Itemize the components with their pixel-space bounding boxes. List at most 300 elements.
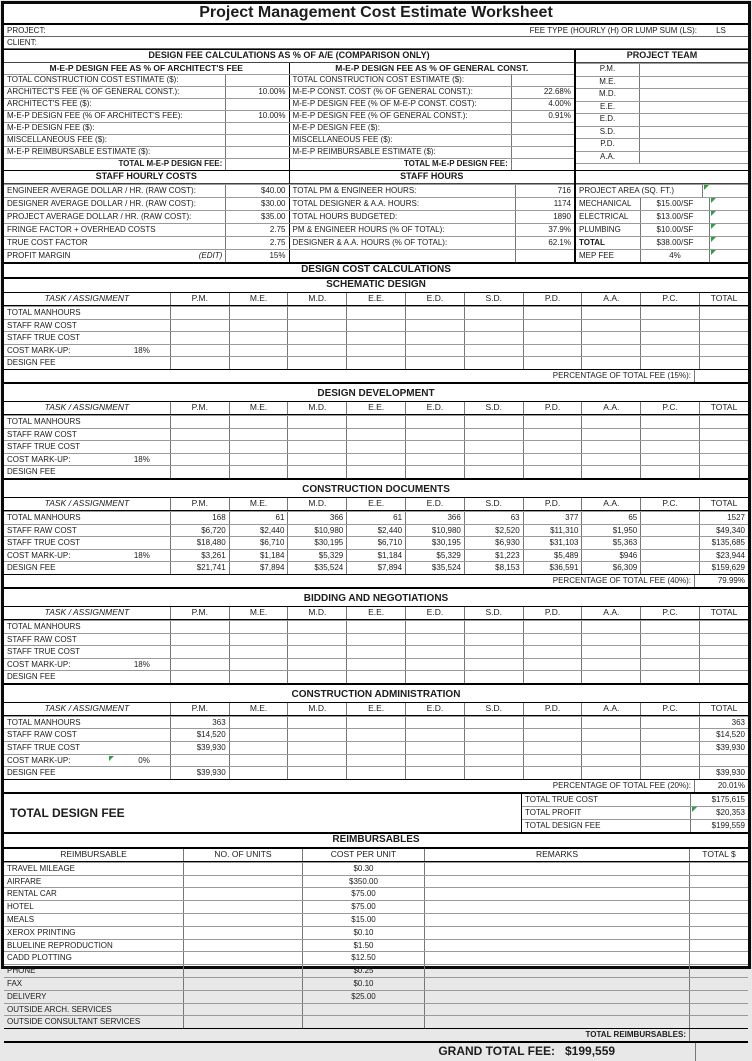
data-cell[interactable]	[170, 755, 229, 767]
data-cell[interactable]	[581, 634, 640, 646]
data-cell[interactable]	[640, 454, 699, 466]
value-cell[interactable]: 15%	[225, 250, 288, 262]
cost-per-unit-cell[interactable]: $1.50	[302, 940, 424, 952]
value-cell[interactable]	[639, 102, 748, 114]
value-cell[interactable]: $15.00/SF	[640, 198, 709, 210]
units-cell[interactable]	[183, 952, 302, 964]
footer-value[interactable]: 79.99%	[694, 575, 748, 587]
value-cell[interactable]	[709, 198, 748, 210]
data-cell[interactable]	[170, 671, 229, 683]
data-cell[interactable]	[464, 429, 523, 441]
data-cell[interactable]	[229, 332, 288, 344]
total-cell[interactable]: $23,944	[699, 550, 748, 562]
value-cell[interactable]: 1174	[515, 198, 574, 210]
data-cell[interactable]: $1,950	[581, 525, 640, 537]
total-cell[interactable]	[689, 978, 748, 990]
data-cell[interactable]: $35,524	[287, 562, 346, 574]
data-cell[interactable]	[405, 767, 464, 779]
cost-per-unit-cell[interactable]: $12.50	[302, 952, 424, 964]
data-cell[interactable]	[170, 357, 229, 369]
data-cell[interactable]	[523, 429, 582, 441]
data-cell[interactable]	[405, 429, 464, 441]
total-cell[interactable]	[699, 634, 748, 646]
remarks-cell[interactable]	[424, 888, 689, 900]
data-cell[interactable]	[405, 659, 464, 671]
markup-percent[interactable]: 18%	[133, 454, 150, 464]
data-cell[interactable]	[287, 755, 346, 767]
total-cell[interactable]	[699, 357, 748, 369]
data-cell[interactable]	[640, 429, 699, 441]
data-cell[interactable]	[229, 454, 288, 466]
units-cell[interactable]	[183, 965, 302, 977]
data-cell[interactable]	[405, 634, 464, 646]
data-cell[interactable]	[170, 441, 229, 453]
data-cell[interactable]	[346, 416, 405, 428]
remarks-cell[interactable]	[424, 952, 689, 964]
data-cell[interactable]	[346, 307, 405, 319]
value-cell[interactable]: $10.00/SF	[640, 224, 709, 236]
data-cell[interactable]: 366	[287, 512, 346, 524]
data-cell[interactable]	[640, 320, 699, 332]
units-cell[interactable]	[183, 1016, 302, 1028]
data-cell[interactable]	[640, 512, 699, 524]
data-cell[interactable]	[464, 621, 523, 633]
footer-value[interactable]: 20.01%	[694, 780, 748, 792]
data-cell[interactable]	[346, 742, 405, 754]
total-cell[interactable]	[689, 876, 748, 888]
data-cell[interactable]	[170, 621, 229, 633]
data-cell[interactable]	[170, 416, 229, 428]
data-cell[interactable]: 377	[523, 512, 582, 524]
value-cell[interactable]: 716	[515, 185, 574, 197]
data-cell[interactable]	[640, 537, 699, 549]
data-cell[interactable]	[229, 307, 288, 319]
total-cell[interactable]	[689, 965, 748, 977]
total-cell[interactable]	[699, 332, 748, 344]
data-cell[interactable]	[287, 307, 346, 319]
data-cell[interactable]	[229, 429, 288, 441]
value-cell[interactable]: 1890	[515, 211, 574, 223]
value-cell[interactable]	[639, 64, 748, 76]
data-cell[interactable]	[346, 357, 405, 369]
data-cell[interactable]	[464, 767, 523, 779]
data-cell[interactable]: $10,980	[287, 525, 346, 537]
data-cell[interactable]	[640, 755, 699, 767]
cost-per-unit-cell[interactable]	[302, 1004, 424, 1016]
data-cell[interactable]	[581, 767, 640, 779]
data-cell[interactable]: $7,894	[346, 562, 405, 574]
data-cell[interactable]: 168	[170, 512, 229, 524]
total-cell[interactable]: $39,930	[699, 742, 748, 754]
markup-percent[interactable]: 18%	[133, 345, 150, 355]
data-cell[interactable]: $1,184	[346, 550, 405, 562]
data-cell[interactable]	[464, 320, 523, 332]
units-cell[interactable]	[183, 914, 302, 926]
data-cell[interactable]	[229, 671, 288, 683]
data-cell[interactable]	[405, 332, 464, 344]
data-cell[interactable]	[170, 332, 229, 344]
data-cell[interactable]: $5,329	[405, 550, 464, 562]
data-cell[interactable]: $5,489	[523, 550, 582, 562]
remarks-cell[interactable]	[424, 914, 689, 926]
total-cell[interactable]: 363	[699, 717, 748, 729]
data-cell[interactable]: $2,440	[229, 525, 288, 537]
data-cell[interactable]	[581, 729, 640, 741]
remarks-cell[interactable]	[424, 991, 689, 1003]
total-cell[interactable]	[699, 621, 748, 633]
data-cell[interactable]	[581, 416, 640, 428]
markup-percent[interactable]: 18%	[133, 659, 150, 669]
total-cell[interactable]: $159,629	[699, 562, 748, 574]
fee-type-value[interactable]: LS	[716, 25, 726, 35]
data-cell[interactable]	[523, 466, 582, 478]
data-cell[interactable]	[523, 416, 582, 428]
total-cell[interactable]	[699, 755, 748, 767]
data-cell[interactable]	[170, 454, 229, 466]
value-cell[interactable]	[639, 77, 748, 89]
total-cell[interactable]	[699, 441, 748, 453]
remarks-cell[interactable]	[424, 901, 689, 913]
data-cell[interactable]	[287, 466, 346, 478]
cost-per-unit-cell[interactable]: $0.10	[302, 978, 424, 990]
data-cell[interactable]: $10,980	[405, 525, 464, 537]
data-cell[interactable]	[464, 659, 523, 671]
data-cell[interactable]	[464, 729, 523, 741]
data-cell[interactable]	[405, 357, 464, 369]
data-cell[interactable]	[640, 441, 699, 453]
cost-per-unit-cell[interactable]: $0.30	[302, 863, 424, 875]
data-cell[interactable]	[287, 429, 346, 441]
data-cell[interactable]: $5,363	[581, 537, 640, 549]
cost-per-unit-cell[interactable]: $75.00	[302, 888, 424, 900]
data-cell[interactable]	[229, 717, 288, 729]
data-cell[interactable]	[346, 621, 405, 633]
data-cell[interactable]	[346, 634, 405, 646]
total-cell[interactable]	[689, 1016, 748, 1028]
total-cell[interactable]	[689, 940, 748, 952]
data-cell[interactable]	[581, 646, 640, 658]
data-cell[interactable]	[523, 345, 582, 357]
data-cell[interactable]	[346, 441, 405, 453]
data-cell[interactable]	[346, 767, 405, 779]
data-cell[interactable]	[640, 717, 699, 729]
data-cell[interactable]: $946	[581, 550, 640, 562]
data-cell[interactable]	[229, 416, 288, 428]
data-cell[interactable]	[523, 671, 582, 683]
data-cell[interactable]	[464, 416, 523, 428]
value-cell[interactable]	[709, 211, 748, 223]
cost-per-unit-cell[interactable]: $0.10	[302, 927, 424, 939]
cost-per-unit-cell[interactable]: $15.00	[302, 914, 424, 926]
data-cell[interactable]	[464, 742, 523, 754]
data-cell[interactable]	[523, 357, 582, 369]
data-cell[interactable]	[523, 755, 582, 767]
data-cell[interactable]	[170, 429, 229, 441]
value-cell[interactable]	[639, 152, 748, 164]
data-cell[interactable]	[287, 646, 346, 658]
total-cell[interactable]: $135,685	[699, 537, 748, 549]
data-cell[interactable]: $6,710	[346, 537, 405, 549]
value-cell[interactable]: $20,353	[690, 807, 748, 819]
data-cell[interactable]	[346, 646, 405, 658]
value-cell[interactable]	[639, 114, 748, 126]
data-cell[interactable]	[170, 307, 229, 319]
data-cell[interactable]	[170, 646, 229, 658]
value-cell[interactable]	[639, 139, 748, 151]
value-cell[interactable]	[511, 159, 574, 170]
data-cell[interactable]	[346, 671, 405, 683]
data-cell[interactable]	[405, 755, 464, 767]
data-cell[interactable]	[464, 755, 523, 767]
data-cell[interactable]: $39,930	[170, 767, 229, 779]
remarks-cell[interactable]	[424, 978, 689, 990]
data-cell[interactable]	[287, 332, 346, 344]
data-cell[interactable]	[405, 345, 464, 357]
data-cell[interactable]	[287, 320, 346, 332]
value-cell[interactable]	[225, 135, 288, 146]
units-cell[interactable]	[183, 863, 302, 875]
total-cell[interactable]	[699, 307, 748, 319]
data-cell[interactable]: $39,930	[170, 742, 229, 754]
total-cell[interactable]	[699, 345, 748, 357]
data-cell[interactable]	[581, 621, 640, 633]
data-cell[interactable]	[581, 659, 640, 671]
data-cell[interactable]	[523, 659, 582, 671]
value-cell[interactable]	[225, 123, 288, 134]
units-cell[interactable]	[183, 940, 302, 952]
data-cell[interactable]	[287, 717, 346, 729]
value-cell[interactable]: 4.00%	[511, 99, 574, 110]
cost-per-unit-cell[interactable]: $350.00	[302, 876, 424, 888]
data-cell[interactable]	[581, 466, 640, 478]
data-cell[interactable]	[464, 646, 523, 658]
data-cell[interactable]: $6,720	[170, 525, 229, 537]
value-cell[interactable]	[511, 147, 574, 158]
data-cell[interactable]	[346, 755, 405, 767]
units-cell[interactable]	[183, 978, 302, 990]
remarks-cell[interactable]	[424, 876, 689, 888]
data-cell[interactable]	[640, 416, 699, 428]
total-cell[interactable]: $39,930	[699, 767, 748, 779]
data-cell[interactable]	[346, 466, 405, 478]
total-cell[interactable]	[689, 1004, 748, 1016]
data-cell[interactable]: $6,309	[581, 562, 640, 574]
data-cell[interactable]	[464, 671, 523, 683]
total-cell[interactable]	[699, 646, 748, 658]
footer-value[interactable]	[694, 370, 748, 382]
data-cell[interactable]	[405, 441, 464, 453]
total-cell[interactable]	[699, 429, 748, 441]
value-cell[interactable]	[225, 147, 288, 158]
data-cell[interactable]: $6,710	[229, 537, 288, 549]
data-cell[interactable]: 63	[464, 512, 523, 524]
data-cell[interactable]	[640, 307, 699, 319]
data-cell[interactable]	[523, 621, 582, 633]
cost-per-unit-cell[interactable]: $0.25	[302, 965, 424, 977]
data-cell[interactable]	[464, 357, 523, 369]
value-cell[interactable]	[639, 89, 748, 101]
data-cell[interactable]	[640, 345, 699, 357]
value-cell[interactable]: $175,615	[690, 794, 748, 806]
data-cell[interactable]	[640, 767, 699, 779]
value-cell[interactable]	[225, 75, 288, 86]
data-cell[interactable]: 65	[581, 512, 640, 524]
data-cell[interactable]	[287, 416, 346, 428]
data-cell[interactable]	[287, 767, 346, 779]
data-cell[interactable]	[640, 550, 699, 562]
data-cell[interactable]	[523, 307, 582, 319]
data-cell[interactable]	[581, 345, 640, 357]
value-cell[interactable]: $38.00/SF	[640, 237, 709, 249]
data-cell[interactable]: $8,153	[464, 562, 523, 574]
data-cell[interactable]	[405, 307, 464, 319]
value-cell[interactable]	[702, 185, 748, 197]
data-cell[interactable]: 366	[405, 512, 464, 524]
data-cell[interactable]	[464, 307, 523, 319]
data-cell[interactable]	[640, 742, 699, 754]
data-cell[interactable]	[464, 717, 523, 729]
value-cell[interactable]: 2.75	[225, 237, 288, 249]
data-cell[interactable]	[523, 717, 582, 729]
total-cell[interactable]	[699, 671, 748, 683]
data-cell[interactable]	[405, 320, 464, 332]
data-cell[interactable]	[523, 454, 582, 466]
data-cell[interactable]	[581, 671, 640, 683]
data-cell[interactable]	[523, 729, 582, 741]
total-cell[interactable]	[689, 888, 748, 900]
data-cell[interactable]	[640, 729, 699, 741]
remarks-cell[interactable]	[424, 940, 689, 952]
total-cell[interactable]	[689, 901, 748, 913]
value-cell[interactable]: $30.00	[225, 198, 288, 210]
data-cell[interactable]	[640, 659, 699, 671]
data-cell[interactable]	[229, 634, 288, 646]
value-cell[interactable]: $13.00/SF	[640, 211, 709, 223]
data-cell[interactable]	[229, 755, 288, 767]
data-cell[interactable]	[640, 634, 699, 646]
data-cell[interactable]	[405, 717, 464, 729]
total-cell[interactable]	[689, 914, 748, 926]
data-cell[interactable]	[346, 717, 405, 729]
value-cell[interactable]	[639, 127, 748, 139]
data-cell[interactable]: $1,184	[229, 550, 288, 562]
value-cell[interactable]: 22.68%	[511, 87, 574, 98]
remarks-cell[interactable]	[424, 863, 689, 875]
value-cell[interactable]: $40.00	[225, 185, 288, 197]
data-cell[interactable]: $5,329	[287, 550, 346, 562]
data-cell[interactable]	[287, 441, 346, 453]
data-cell[interactable]	[287, 659, 346, 671]
data-cell[interactable]	[581, 742, 640, 754]
units-cell[interactable]	[183, 1004, 302, 1016]
cost-per-unit-cell[interactable]	[302, 1016, 424, 1028]
data-cell[interactable]	[346, 320, 405, 332]
total-reimbursables-value[interactable]	[689, 1029, 748, 1041]
cost-per-unit-cell[interactable]: $75.00	[302, 901, 424, 913]
data-cell[interactable]	[229, 320, 288, 332]
value-cell[interactable]: 0.91%	[511, 111, 574, 122]
total-cell[interactable]: 1527	[699, 512, 748, 524]
cost-per-unit-cell[interactable]: $25.00	[302, 991, 424, 1003]
data-cell[interactable]: $2,440	[346, 525, 405, 537]
data-cell[interactable]	[464, 345, 523, 357]
data-cell[interactable]: $30,195	[287, 537, 346, 549]
data-cell[interactable]	[523, 742, 582, 754]
data-cell[interactable]	[287, 729, 346, 741]
data-cell[interactable]	[640, 671, 699, 683]
data-cell[interactable]	[346, 659, 405, 671]
value-cell[interactable]: 10.00%	[225, 87, 288, 98]
data-cell[interactable]	[170, 320, 229, 332]
data-cell[interactable]	[229, 646, 288, 658]
total-cell[interactable]	[699, 320, 748, 332]
data-cell[interactable]	[287, 345, 346, 357]
data-cell[interactable]	[346, 345, 405, 357]
units-cell[interactable]	[183, 991, 302, 1003]
total-cell[interactable]: $14,520	[699, 729, 748, 741]
total-cell[interactable]	[689, 927, 748, 939]
units-cell[interactable]	[183, 927, 302, 939]
data-cell[interactable]: $7,894	[229, 562, 288, 574]
units-cell[interactable]	[183, 901, 302, 913]
data-cell[interactable]	[523, 634, 582, 646]
data-cell[interactable]	[464, 332, 523, 344]
data-cell[interactable]	[287, 671, 346, 683]
total-cell[interactable]	[699, 454, 748, 466]
data-cell[interactable]: $35,524	[405, 562, 464, 574]
value-cell[interactable]: 62.1%	[515, 237, 574, 249]
total-cell[interactable]	[699, 466, 748, 478]
data-cell[interactable]	[405, 646, 464, 658]
data-cell[interactable]: $30,195	[405, 537, 464, 549]
data-cell[interactable]	[640, 357, 699, 369]
data-cell[interactable]: 61	[229, 512, 288, 524]
data-cell[interactable]	[346, 429, 405, 441]
data-cell[interactable]	[464, 441, 523, 453]
data-cell[interactable]	[229, 357, 288, 369]
data-cell[interactable]	[523, 441, 582, 453]
value-cell[interactable]: 2.75	[225, 224, 288, 236]
remarks-cell[interactable]	[424, 965, 689, 977]
data-cell[interactable]	[287, 357, 346, 369]
data-cell[interactable]	[581, 332, 640, 344]
data-cell[interactable]: $36,591	[523, 562, 582, 574]
data-cell[interactable]	[170, 659, 229, 671]
value-cell[interactable]: 37.9%	[515, 224, 574, 236]
remarks-cell[interactable]	[424, 1004, 689, 1016]
data-cell[interactable]	[229, 345, 288, 357]
data-cell[interactable]: 363	[170, 717, 229, 729]
data-cell[interactable]	[229, 441, 288, 453]
value-cell[interactable]	[709, 237, 748, 249]
data-cell[interactable]	[229, 767, 288, 779]
data-cell[interactable]	[405, 621, 464, 633]
data-cell[interactable]	[287, 621, 346, 633]
data-cell[interactable]	[170, 345, 229, 357]
data-cell[interactable]	[640, 562, 699, 574]
data-cell[interactable]: $21,741	[170, 562, 229, 574]
data-cell[interactable]	[640, 646, 699, 658]
value-cell[interactable]	[225, 99, 288, 110]
data-cell[interactable]	[581, 755, 640, 767]
data-cell[interactable]	[523, 332, 582, 344]
data-cell[interactable]	[581, 429, 640, 441]
data-cell[interactable]	[346, 729, 405, 741]
remarks-cell[interactable]	[424, 1016, 689, 1028]
data-cell[interactable]	[464, 634, 523, 646]
data-cell[interactable]	[464, 454, 523, 466]
data-cell[interactable]	[640, 525, 699, 537]
